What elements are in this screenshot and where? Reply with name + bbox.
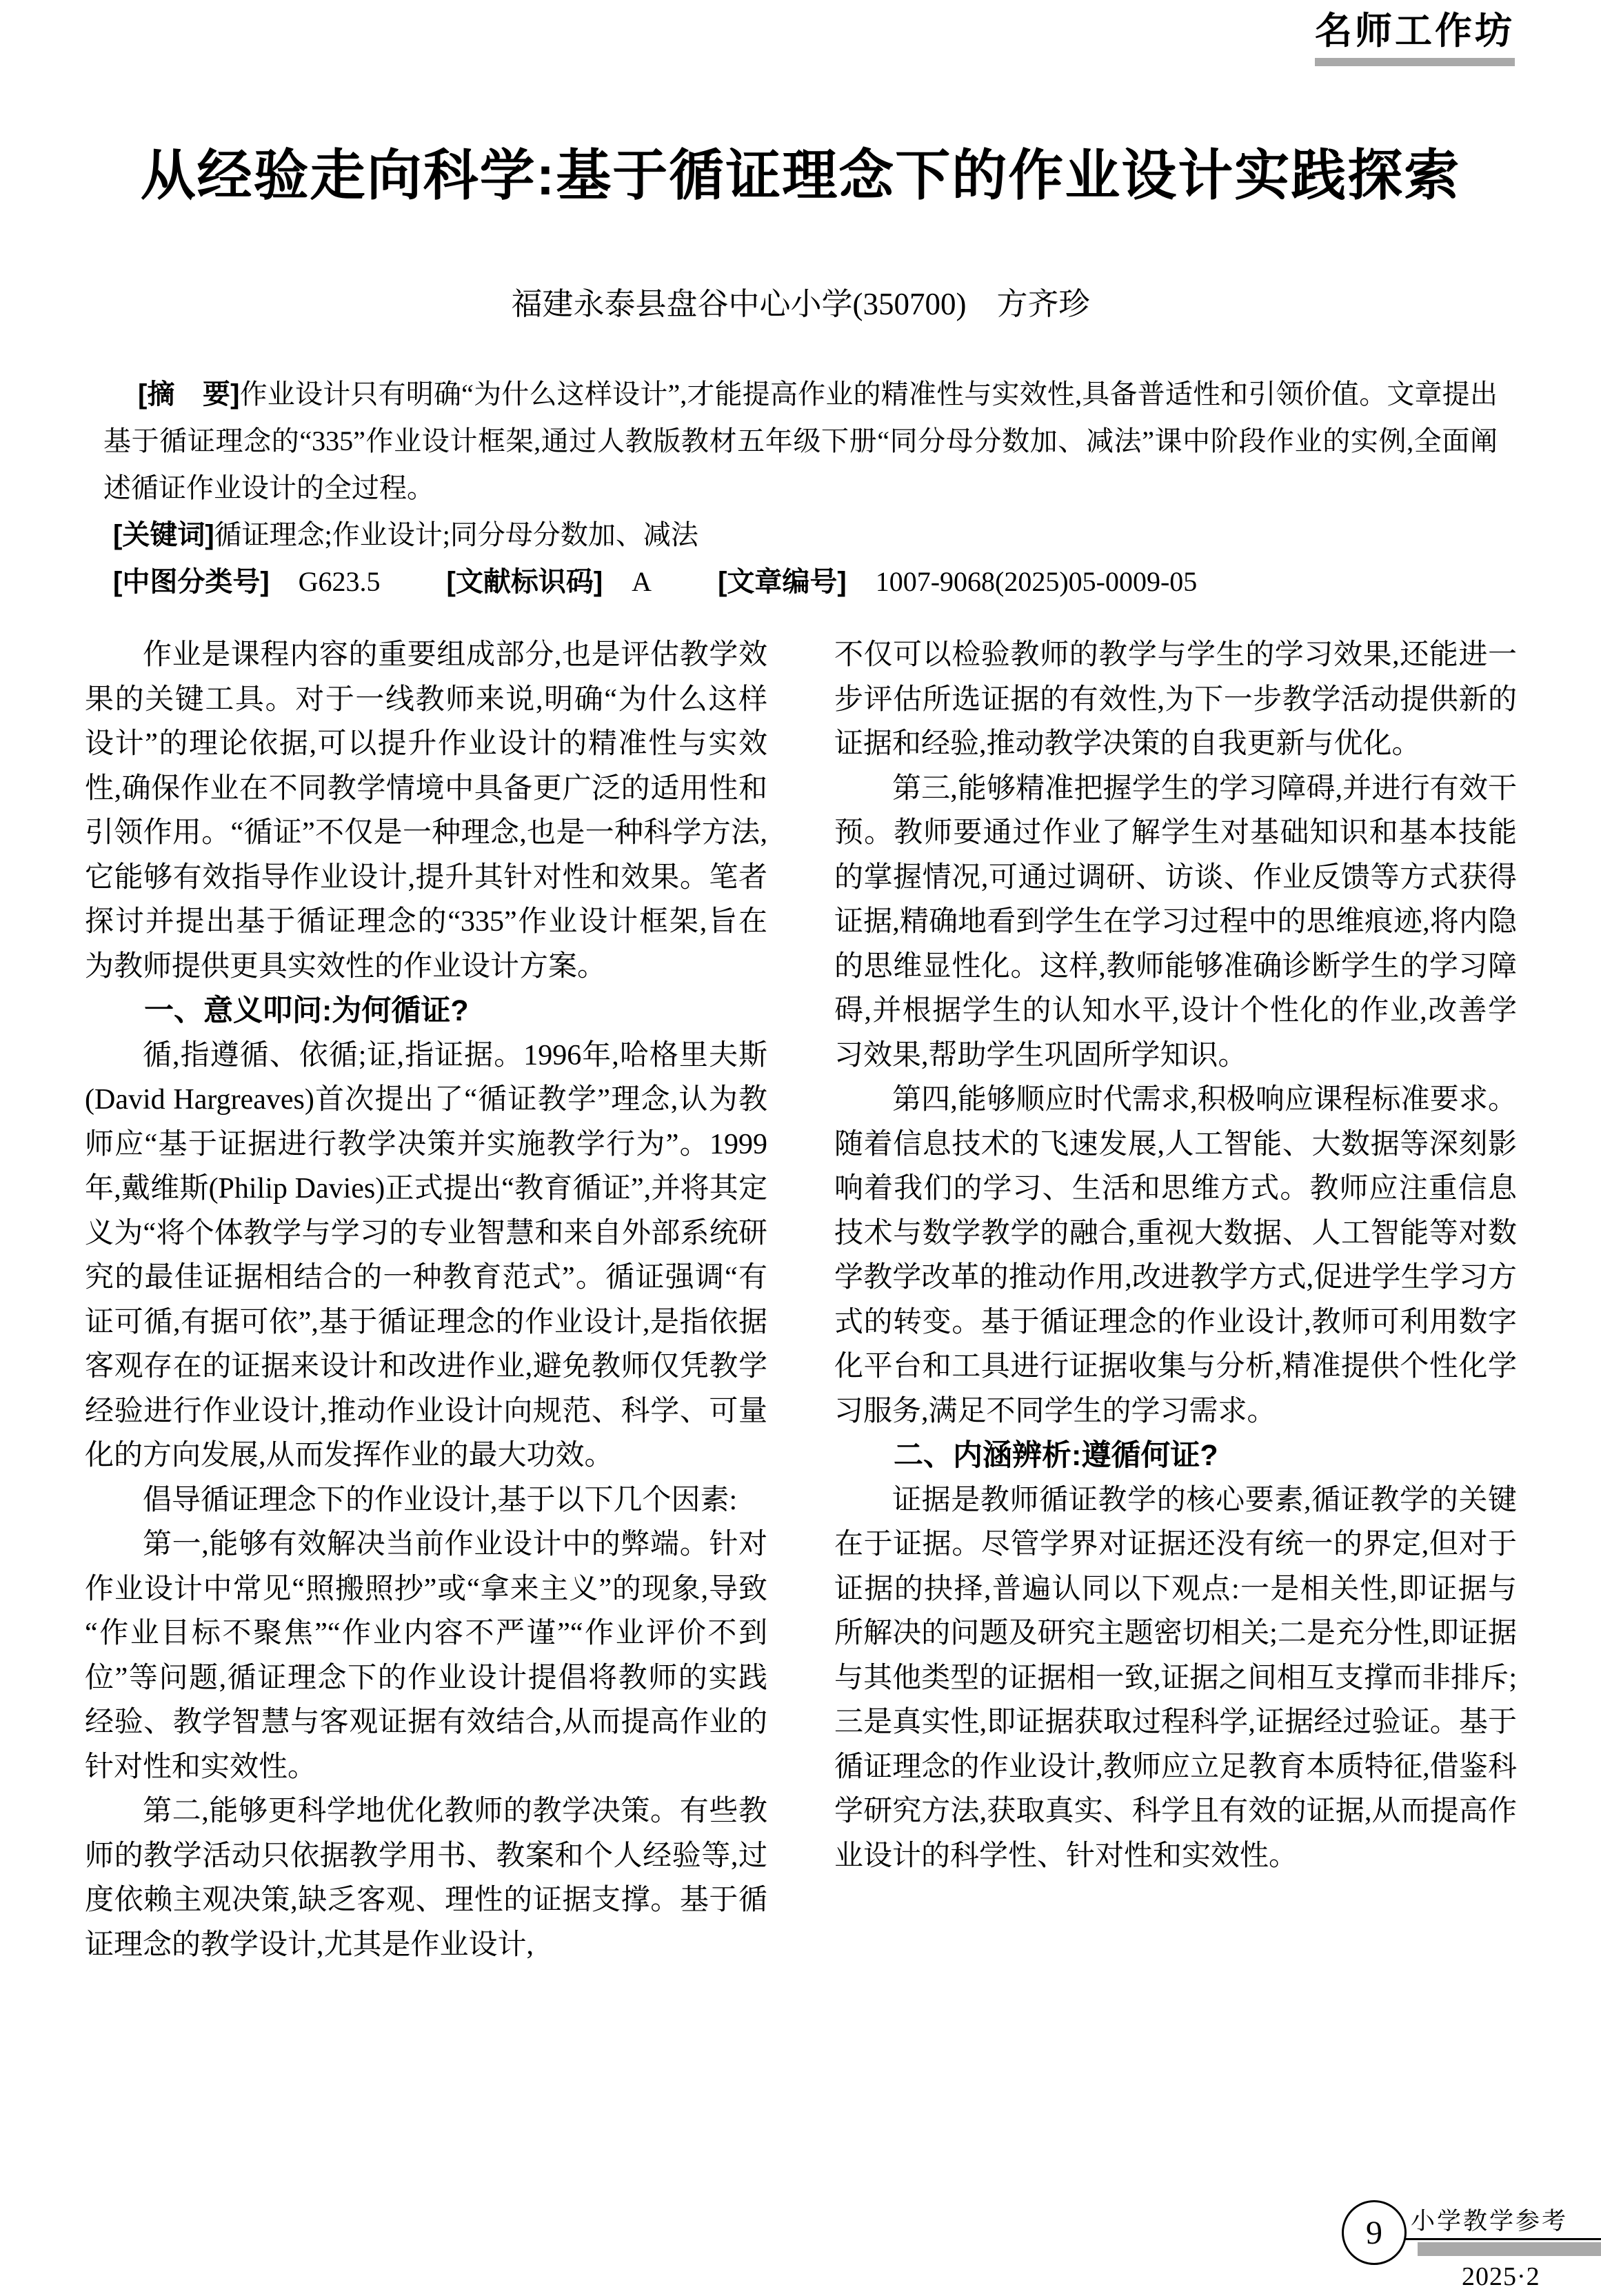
paragraph-origin: 循,指遵循、依循;证,指证据。1996年,哈格里夫斯(David Hargreaves)首次提出了“循证教学”理念,认为教师应“基于证据进行教学决策并实施教学行为”。1999年,戴维斯(Philip Davies)正式提出“教育循证”,并将其定义为“将个体教学与学习的专业智慧和来自外部系统研究的最佳证据相结合的一种教育范式”。循证强调“有证可循,有据可依”,基于循证理念的作业设计,是指依据客观存在的证据来设计和改进作业,避免教师仅凭教学经验进行作业设计,推动作业设计向规范、科学、可量化的方向发展,从而发挥作业的最大功效。 bbox=[85, 1039, 767, 1471]
page-footer bbox=[1331, 2177, 1601, 2291]
meta-block bbox=[103, 371, 1498, 605]
classification-line bbox=[103, 558, 1498, 605]
doc-code-label: [文献标识码] bbox=[446, 567, 603, 597]
right-column bbox=[834, 633, 1517, 1967]
section-label: 名师工作坊 bbox=[1315, 10, 1515, 52]
paragraph-evidence: 证据是教师循证教学的核心要素,循证教学的关键在于证据。尽管学界对证据还没有统一的界定,但对于证据的抉择,普遍认同以下观点:一是相关性,即证据与所解决的问题及研究主题密切相关;二是充分性,即证据与其他类型的证据相一致,证据之间相互支撑而非排斥;三是真实性,即证据获取过程科学,证据经过验证。基于循证理念的作业设计,教师应立足教育本质特征,借鉴科学研究方法,获取真实、科学且有效的证据,从而提高作业设计的科学性、针对性和实效性。 bbox=[834, 1484, 1517, 1872]
paragraph-factor-1: 第一,能够有效解决当前作业设计中的弊端。针对作业设计中常见“照搬照抄”或“拿来主义”的现象,导致“作业目标不聚焦”“作业内容不严谨”“作业评价不到位”等问题,循证理念下的作业设计提倡将教师的实践经验、教学智慧与客观证据有效结合,从而提高作业的针对性和实效性。 bbox=[85, 1529, 767, 1783]
page-header bbox=[1315, 10, 1515, 66]
section-heading-1: 一、意义叩问:为何循证? bbox=[144, 994, 469, 1027]
abstract-text: 作业设计只有明确“为什么这样设计”,才能提高作业的精准性与实效性,具备普适性和引领价值。文章提出基于循证理念的“335”作业设计框架,通过人教版教材五年级下册“同分母分数加、减法”课中阶段作业的实例,全面阐述循证作业设计的全过程。 bbox=[103, 379, 1498, 503]
paragraph-factor-3: 第三,能够精准把握学生的学习障碍,并进行有效干预。教师要通过作业了解学生对基础知识和基本技能的掌握情况,可通过调研、访谈、作业反馈等方式获得证据,精确地看到学生在学习过程中的思维痕迹,将内隐的思维显性化。这样,教师能够准确诊断学生的学习障碍,并根据学生的认知水平,设计个性化的作业,改善学习效果,帮助学生巩固所学知识。 bbox=[834, 772, 1517, 1071]
article-id-value: 1007-9068(2025)05-0009-05 bbox=[875, 566, 1198, 597]
section-heading-2: 二、内涵辨析:遵循何证? bbox=[894, 1439, 1218, 1472]
page-number: 9 bbox=[1366, 2214, 1382, 2251]
doc-code-value: A bbox=[632, 566, 652, 597]
keywords-line bbox=[103, 512, 1498, 558]
issue-label: 2025·2 bbox=[1462, 2262, 1540, 2291]
article-id-label: [文章编号] bbox=[718, 567, 847, 597]
footer-gray-bar bbox=[1418, 2242, 1601, 2256]
keywords-text: 循证理念;作业设计;同分母分数加、减法 bbox=[214, 519, 698, 550]
keywords-label: [关键词] bbox=[113, 520, 214, 550]
clc-value: G623.5 bbox=[298, 566, 381, 597]
paragraph-factor-4: 第四,能够顺应时代需求,积极响应课程标准要求。随着信息技术的飞速发展,人工智能、大数据等深刻影响着我们的学习、生活和思维方式。教师应注重信息技术与数学教学的融合,重视大数据、人工智能等对数学教学改革的推动作用,改进教学方式,促进学生学习方式的转变。基于循证理念的作业设计,教师可利用数字化平台和工具进行证据收集与分析,精准提供个性化学习服务,满足不同学生的学习需求。 bbox=[834, 1084, 1517, 1427]
paragraph-factors-lead: 倡导循证理念下的作业设计,基于以下几个因素: bbox=[143, 1484, 738, 1516]
paragraph-factor-2-start: 第二,能够更科学地优化教师的教学决策。有些教师的教学活动只依据教学用书、教案和个人经验等,过度依赖主观决策,缺乏客观、理性的证据支撑。基于循证理念的教学设计,尤其是作业设计, bbox=[85, 1795, 767, 1961]
author-line bbox=[0, 285, 1601, 323]
left-column bbox=[85, 633, 767, 1967]
footer-rule bbox=[1404, 2238, 1601, 2240]
article-title: 从经验走向科学:基于循证理念下的作业设计实践探索 bbox=[140, 145, 1461, 206]
paragraph-intro: 作业是课程内容的重要组成部分,也是评估教学效果的关键工具。对于一线教师来说,明确“为什么这样设计”的理论依据,可以提升作业设计的精准性与实效性,确保作业在不同教学情境中具备更广泛的适用性和引领作用。“循证”不仅是一种理念,也是一种科学方法,它能够有效指导作业设计,提升其针对性和效果。笔者探讨并提出基于循证理念的“335”作业设计框架,旨在为教师提供更具实效性的作业设计方案。 bbox=[85, 639, 767, 983]
paragraph-factor-2-cont: 不仅可以检验教师的教学与学生的学习效果,还能进一步评估所选证据的有效性,为下一步教学活动提供新的证据和经验,推动教学决策的自我更新与优化。 bbox=[834, 639, 1517, 760]
abstract bbox=[103, 371, 1498, 512]
author-affiliation: 福建永泰县盘谷中心小学(350700) bbox=[511, 287, 967, 321]
body-columns bbox=[85, 633, 1517, 1967]
abstract-label: [摘 要] bbox=[138, 379, 240, 410]
author-name: 方齐珍 bbox=[996, 287, 1090, 321]
clc-label: [中图分类号] bbox=[113, 567, 270, 597]
section-underline-bar bbox=[1315, 58, 1515, 66]
page-number-badge bbox=[1342, 2200, 1407, 2265]
journal-name: 小学教学参考 bbox=[1411, 2208, 1569, 2235]
